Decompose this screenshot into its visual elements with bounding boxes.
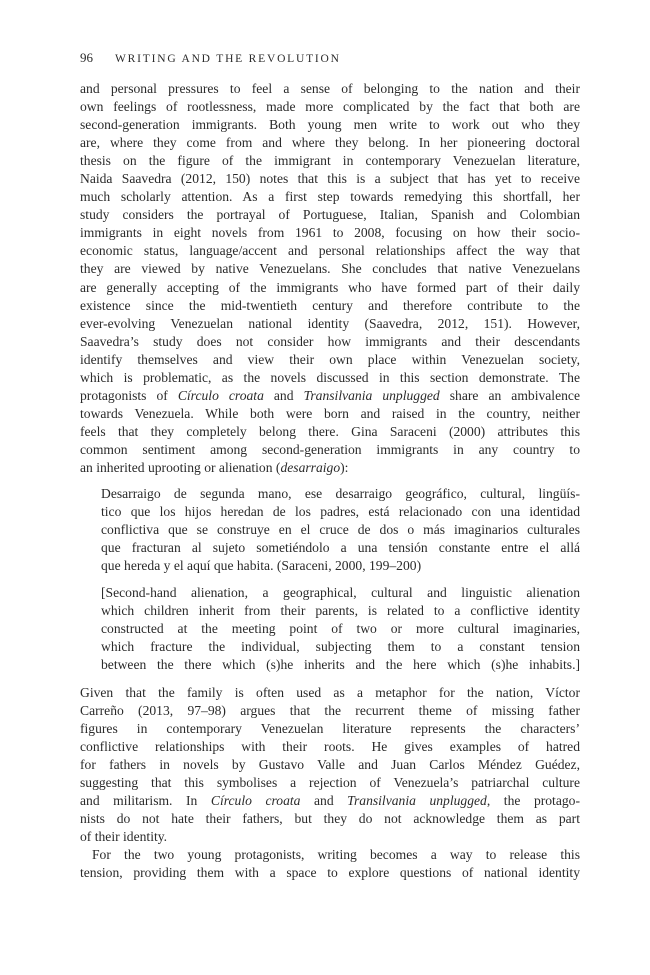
text-fragment: and (300, 792, 348, 808)
quote-line: constructed at the meeting point of two or more cultural imaginaries, (101, 621, 580, 637)
page-number: 96 (80, 50, 93, 65)
block-quote-english-translation (101, 584, 580, 674)
text-line: identify themselves and view their own place within Venezuelan society, (80, 351, 580, 367)
text-fragment: , the protago- (486, 792, 580, 808)
text-line: immigrants in eight novels from 1961 to 2008, focusing on how their socio- (80, 225, 580, 241)
text-line: common sentiment among second-generation immigrants in any country to (80, 441, 580, 457)
quote-line: which children inherit from their parents, is related to a conflictive identity (101, 603, 580, 619)
text-fragment: share an ambivalence (439, 387, 580, 403)
quote-line: que hereda y el aquí que habita. (Saraceni, 2000, 199–200) (101, 558, 422, 574)
text-line: towards Venezuela. While both were born and raised in the country, neither (80, 405, 580, 421)
quote-line: which fracture the individual, subjecting them to a constant tension (101, 639, 580, 655)
block-quote-spanish (101, 485, 580, 575)
book-title-transilvania-unplugged: Transilvania unplugged (347, 792, 487, 808)
text-line: second-generation immigrants. Both young men write to work out who they (80, 117, 580, 133)
quote-line: Desarraigo de segunda mano, ese desarraigo geográfico, cultural, lingüís- (101, 486, 580, 502)
text-line: much scholarly attention. As a first step towards remedying this shortfall, her (80, 189, 580, 205)
text-line: are generally accepting of the immigrants who have formed part of their daily (80, 279, 580, 295)
text-line: of their identity. (80, 828, 168, 844)
text-line: feels that they completely belong there. Gina Saraceni (2000) attributes this (80, 423, 580, 439)
text-fragment: ): (340, 459, 349, 475)
running-title: WRITING AND THE REVOLUTION (115, 53, 341, 65)
text-line: and personal pressures to feel a sense of belonging to the nation and their (80, 81, 580, 96)
book-page (80, 50, 580, 882)
text-line: Naida Saavedra (2012, 150) notes that this is a subject that has yet to receive (80, 171, 580, 187)
text-line: which is problematic, as the novels discussed in this section demonstrate. The (80, 369, 580, 385)
quote-line: tico que los hijos heredan de los padres, está relacionado con una identidad (101, 504, 580, 520)
book-title-transilvania-unplugged: Transilvania unplugged (303, 387, 440, 403)
text-line-with-titles (80, 387, 580, 405)
text-line: thesis on the figure of the immigrant in contemporary Venezuelan literature, (80, 153, 580, 169)
text-line: figures in contemporary Venezuelan literature represents the characters’ (80, 720, 580, 736)
text-line: nists do not hate their fathers, but they do not acknowledge them as part (80, 810, 580, 826)
running-header (80, 50, 580, 72)
text-line: Saavedra’s study does not consider how immigrants and their descendants (80, 333, 580, 349)
text-fragment: an inherited uprooting or alienation ( (80, 459, 281, 475)
book-title-circulo-croata: Círculo croata (177, 387, 264, 403)
paragraph-2 (80, 684, 580, 846)
term-desarraigo: desarraigo (280, 459, 341, 475)
text-line: are, where they come from and where they belong. In her pioneering doctoral (80, 135, 580, 151)
text-line: study considers the portrayal of Portuguese, Italian, Spanish and Colombian (80, 207, 580, 223)
text-fragment: and (263, 387, 304, 403)
text-line: they are viewed by native Venezuelans. She concludes that native Venezuelans (80, 261, 580, 277)
text-line: ever-evolving Venezuelan national identity (Saavedra, 2012, 151). However, (80, 315, 580, 331)
quote-line: que fracturan al sujeto sometiéndolo a una tensión constante entre el allá (101, 540, 580, 556)
text-line: For the two young protagonists, writing becomes a way to release this (92, 846, 580, 862)
quote-line: [Second-hand alienation, a geographical, cultural and linguistic alienation (101, 585, 580, 601)
book-title-circulo-croata: Círculo croata (210, 792, 301, 808)
text-fragment: and militarism. In (80, 792, 211, 808)
text-line: Given that the family is often used as a metaphor for the nation, Víctor (80, 684, 580, 700)
text-line: conflictive relationships with their roots. He gives examples of hatred (80, 738, 580, 754)
text-line: suggesting that this symbolises a rejection of Venezuela’s patriarchal culture (80, 774, 580, 790)
text-line: own feelings of rootlessness, made more complicated by the fact that both are (80, 99, 580, 115)
text-line: economic status, language/accent and personal relationships affect the way that (80, 243, 580, 259)
quote-line: conflictiva que se construye en el cruce de dos o más imaginarios culturales (101, 522, 580, 538)
text-line: tension, providing them with a space to explore questions of national identity (80, 864, 580, 880)
paragraph-1 (80, 80, 580, 477)
paragraph-3 (80, 846, 580, 882)
text-line-with-term (80, 459, 580, 477)
text-line: Carreño (2013, 97–98) argues that the recurrent theme of missing father (80, 702, 580, 718)
text-line: existence since the mid-twentieth century and therefore contribute to the (80, 297, 580, 313)
quote-line: between the there which (s)he inherits and the here which (s)he inhabits.] (101, 657, 580, 673)
text-line: for fathers in novels by Gustavo Valle and Juan Carlos Méndez Guédez, (80, 756, 580, 772)
text-line-with-titles (80, 792, 580, 810)
text-fragment: protagonists of (80, 387, 178, 403)
